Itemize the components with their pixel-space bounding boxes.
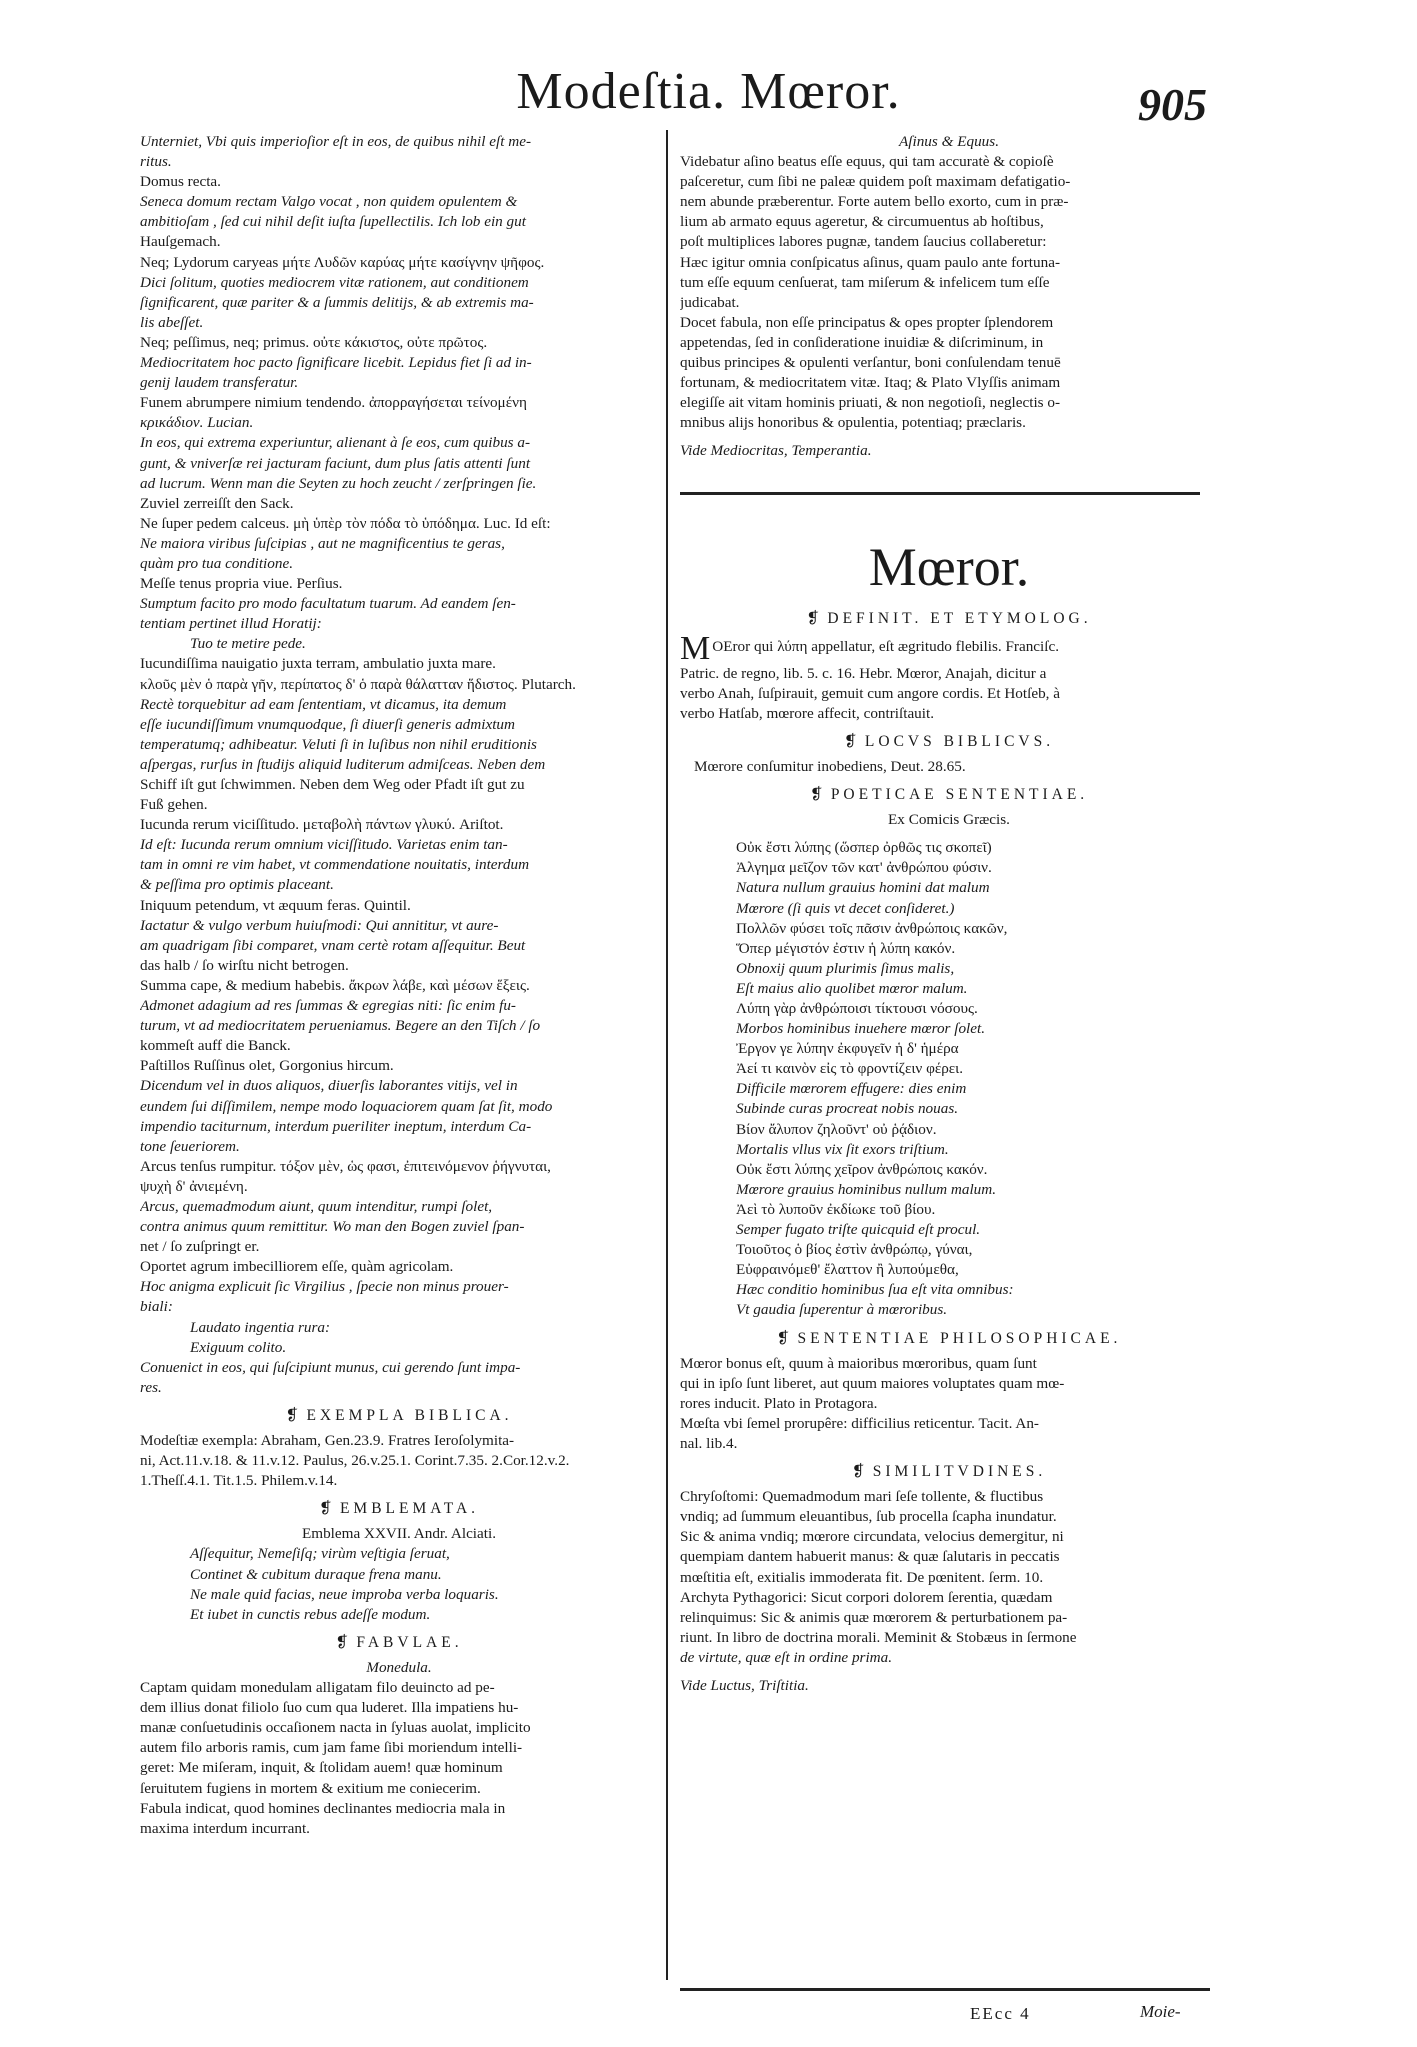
- text-line: Πολλῶν φύσει τοῖς πᾶσιν ἀνθρώποις κακῶν,: [736, 919, 1008, 937]
- text-line: Aſinus & Equus.: [899, 133, 999, 150]
- section-heading: [140, 1633, 658, 1653]
- text-line: ad lucrum. Wenn man die Seyten zu hoch zeucht / zerſpringen ſie.: [140, 474, 537, 492]
- text-line: Vide Mediocritas, Temperantia.: [680, 442, 872, 460]
- text-line: Domus recta.: [140, 173, 221, 191]
- text-line: Ne ſuper pedem calceus. μὴ ὑπὲρ τὸν πόδα τὸ ὑπόδημα. Luc. Id eſt:: [140, 514, 551, 532]
- text-line: Τοιοῦτος ὁ βίος ἐστὶν ἀνθρώπῳ, γύναι,: [736, 1241, 973, 1259]
- text-line: Modeſtiæ exempla: Abraham, Gen.23.9. Fratres Ieroſolymita-: [140, 1432, 515, 1449]
- text-line: qui in ipſo ſunt liberet, aut quum maiores voluptates quam mœ-: [680, 1374, 1065, 1392]
- text-line: Iniquum petendum, vt æquum feras. Quintil.: [140, 896, 411, 914]
- text-line: Fabula indicat, quod homines declinantes mediocria mala in: [140, 1799, 506, 1817]
- text-line: tentiam pertinet illud Horatij:: [140, 615, 322, 633]
- text-line: Iucundiſſima nauigatio juxta terram, ambulatio juxta mare.: [140, 655, 496, 673]
- text-line: Ne male quid facias, neue improba verba loquaris.: [190, 1585, 499, 1603]
- text-line: Iactatur & vulgo verbum huiuſmodi: Qui annititur, vt aure-: [140, 916, 499, 934]
- heading-simil: ❡ SIMILITVDINES.: [851, 1463, 1047, 1481]
- text-line: tam in omni re vim habet, vt commendatione nouitatis, interdum: [140, 856, 530, 874]
- text-line: riunt. In libro de doctrina morali. Meminit & Stobæus in ſermone: [680, 1628, 1077, 1646]
- text-line: Monedula.: [366, 1658, 432, 1676]
- pilcrow-icon: ❡: [318, 1500, 332, 1518]
- text-line: fortunam, & mediocritatem vitæ. Itaq; & Plato Vlyſſis animam: [680, 374, 1061, 392]
- text-line: ſeruitutem fugiens in mortem & exitium me coniecerim.: [140, 1779, 481, 1797]
- section-heading-text: EXEMPLA BIBLICA.: [306, 1406, 513, 1424]
- section-rule: [680, 492, 1200, 495]
- text-line: vndiq; ad ſummum eleuantibus, ſub procella ſcapha inundatur.: [680, 1508, 1057, 1526]
- text-line: poſt multiplices labores pugnæ, tandem ſaucius collaberetur:: [680, 233, 1047, 251]
- text-line: rores inducit. Plato in Protagora.: [680, 1394, 878, 1412]
- text-line: Seneca domum rectam Valgo vocat , non quidem opulentem &: [140, 193, 518, 211]
- text-line: Difficile mœrorem effugere: dies enim: [736, 1080, 967, 1098]
- drop-cap: M: [680, 633, 711, 664]
- text-line: Mœſta vbi ſemel prorupêre: difficilius reticentur. Tacit. An-: [680, 1414, 1039, 1432]
- text-line: Οὐκ ἔστι λύπης χεῖρον ἀνθρώποις κακόν.: [736, 1160, 988, 1178]
- text-line: ſignificarent, quæ pariter & a ſummis delitijs, & ab extremis ma-: [140, 293, 534, 311]
- text-line: eſſe iucundiſſimum vnumquodque, ſi diuerſi generis admixtum: [140, 715, 515, 733]
- text-line: Paſtillos Ruſſinus olet, Gorgonius hircum.: [140, 1057, 394, 1075]
- text-line: ambitioſam , ſed cui nihil deſit iuſta ſupellectilis. Ich lob ein gut: [140, 213, 526, 231]
- text-line: gunt, & vniverſæ rei jacturam faciunt, dum plus ſatis attenti ſunt: [140, 454, 531, 472]
- text-line: contra animus quum remittitur. Wo man den Bogen zuviel ſpan-: [140, 1218, 525, 1236]
- text-line: [680, 634, 1218, 664]
- text-line: Oportet agrum imbecilliorem eſſe, quàm agricolam.: [140, 1258, 454, 1276]
- text-line: das halb / ſo wirſtu nicht betrogen.: [140, 956, 349, 974]
- text-line: Sumptum facito pro modo facultatum tuarum. Ad eandem ſen-: [140, 595, 516, 613]
- text-line: Hæc conditio hominibus ſua eſt vita omnibus:: [736, 1281, 1014, 1299]
- ex-comicis-label: Ex Comicis Græcis.: [888, 811, 1010, 829]
- text-line: Semper fugato triſte quicquid eſt procul.: [736, 1221, 981, 1239]
- text-line: Captam quidam monedulam alligatam filo deuincto ad pe-: [140, 1679, 495, 1697]
- text-line: Vt gaudia ſuperentur à mœroribus.: [736, 1301, 948, 1319]
- text-line: Summa cape, & medium habebis. ἄκρων λάβε, καὶ μέσων ἕξεις.: [140, 976, 530, 994]
- text-line: judicabat.: [680, 293, 740, 311]
- pilcrow-icon: ❡: [806, 609, 820, 627]
- text-line: κρικάδιον. Lucian.: [140, 414, 254, 432]
- text-line: Et iubet in cunctis rebus adeſſe modum.: [190, 1605, 431, 1623]
- text-line: lis abeſſet.: [140, 313, 204, 331]
- text-line: Arcus, quemadmodum aiunt, quum intenditur, rumpi ſolet,: [140, 1197, 493, 1215]
- text-line: Id eſt: Iucunda rerum omnium viciſſitudo. Varietas enim tan-: [140, 836, 508, 854]
- section-heading-text: EMBLEMATA.: [339, 1500, 480, 1518]
- text-line: Laudato ingentia rura:: [190, 1318, 331, 1336]
- text-line: Obnoxij quum plurimis ſimus malis,: [736, 959, 955, 977]
- text-line: nal. lib.4.: [680, 1434, 738, 1452]
- text-line: Dicendum vel in duos aliquos, diuerſis laborantes vitijs, vel in: [140, 1077, 518, 1095]
- text-line: de virtute, quæ eſt in ordine prima.: [680, 1648, 893, 1666]
- text-line: Fuß gehen.: [140, 796, 208, 814]
- text-line: Ἐργον γε λύπην ἐκφυγεῖν ἡ δ' ἡμέρα: [736, 1040, 959, 1058]
- text-line: Videbatur aſino beatus eſſe equus, qui tam accuratè & copioſè: [680, 153, 1054, 171]
- heading-philos: ❡ SENTENTIAE PHILOSOPHICAE.: [776, 1329, 1122, 1347]
- text-line: Subinde curas procreat nobis nouas.: [736, 1100, 959, 1118]
- text-line: Hauſgemach.: [140, 233, 221, 251]
- text-line: turum, vt ad mediocritatem perueniamus. Begere an den Tiſch / ſo: [140, 1017, 541, 1035]
- text-line: dem illius donat filiolo ſuo cum qua luderet. Illa impatiens hu-: [140, 1699, 519, 1717]
- text-line: Patric. de regno, lib. 5. c. 16. Hebr. Mœror, Anajah, dicitur a: [680, 664, 1047, 682]
- text-line: Neq; Lydorum caryeas μήτε Λυδῶν καρύας μήτε κασίγνην ψῆφος.: [140, 253, 545, 271]
- spacer: [680, 1668, 1218, 1676]
- text-line: appetendas, ſed in conſideratione inuidiæ & diſcriminum, in: [680, 333, 1044, 351]
- text-line: Βίον ἄλυπον ζηλοῦντ' οὐ ῥᾴδιον.: [736, 1120, 937, 1138]
- column-divider: [666, 130, 668, 1980]
- text-line: eundem ſui diſſimilem, nempe modo loquaciorem quam ſat ſit, modo: [140, 1097, 553, 1115]
- text-line: Vide Luctus, Triſtitia.: [680, 1677, 809, 1694]
- text-line: Mœrore (ſi quis vt decet conſideret.): [736, 899, 955, 917]
- text-line: quempiam dantem habuerit manus: & quæ ſalutaris in peccatis: [680, 1548, 1060, 1566]
- text-line: 1.Theſſ.4.1. Tit.1.5. Philem.v.14.: [140, 1472, 338, 1490]
- text-line: Mœrore grauius hominibus nullum malum.: [736, 1180, 997, 1198]
- left-column: [140, 132, 658, 1972]
- text-line: verbo Anah, ſuſpirauit, gemuit cum angore cordis. Et Hotſeb, à: [680, 684, 1061, 702]
- text-line: Continet & cubitum duraque frena manu.: [190, 1565, 442, 1583]
- text-line: Archyta Pythagorici: Sicut corpori dolorem ſerentia, quædam: [680, 1588, 1053, 1606]
- text-line: quàm pro tua conditione.: [140, 554, 293, 572]
- text-line: Hæc igitur omnia conſpicatus aſinus, quam paulo ante fortuna-: [680, 253, 1061, 271]
- text-line: Οὐκ ἔστι λύπης (ὥσπερ ὀρθῶς τις σκοπεῖ): [736, 839, 992, 857]
- page-number: 905: [1138, 79, 1207, 130]
- text-line: Chryſoſtomi: Quemadmodum mari ſeſe tollente, & fluctibus: [680, 1488, 1044, 1506]
- definition-block: [680, 634, 1218, 724]
- text-line: Conuenict in eos, qui ſuſcipiunt munus, cui gerendo ſunt impa-: [140, 1358, 521, 1376]
- pilcrow-icon: ❡: [335, 1633, 349, 1651]
- text-line: elegiſſe ait vitam hominis priuati, & non negotioſi, neglectis o-: [680, 394, 1061, 412]
- text-line: Unterniet, Vbi quis imperioſior eſt in eos, de quibus nihil eſt me-: [140, 133, 532, 150]
- text-line: nem abunde præberentur. Forte autem bello exorto, cum in præ-: [680, 193, 1069, 211]
- text-line: Funem abrumpere nimium tendendo. ἀπορραγήσεται τείνομένη: [140, 394, 527, 412]
- text-line: verbo Hatſab, mœrore affecit, contriſtauit.: [680, 704, 935, 722]
- text-line: autem filo arboris ramis, cum jam fame ſibi moriendum intelli-: [140, 1739, 523, 1757]
- text-line: quibus principes & opulenti verſantur, boni conſulendam tenuē: [680, 354, 1061, 372]
- text-line: geret: Me miſeram, inquit, & ſtolidam auem! quæ hominum: [140, 1759, 503, 1777]
- section-heading-text: FABVLAE.: [356, 1633, 463, 1651]
- heading-locus: ❡ LOCVS BIBLICVS.: [843, 732, 1055, 750]
- text-line: impendio taciturnum, interdum pueriliter ineptum, interdum Ca-: [140, 1117, 532, 1135]
- text-line: Exiguum colito.: [190, 1338, 287, 1356]
- text-line: Aſſequitur, Nemeſiſq; virùm veſtigia ſeruat,: [190, 1545, 450, 1563]
- text-line: Εὐφραινόμεθ' ἔλαττον ἢ λυπούμεθα,: [736, 1261, 959, 1279]
- text-line: Ἀλγημα μεῖζον τῶν κατ' ἀνθρώπου φύσιν.: [736, 859, 992, 877]
- heading-poetica: ❡ POETICAE SENTENTIAE.: [809, 786, 1089, 804]
- text-line: Docet fabula, non eſſe principatus & opes propter ſplendorem: [680, 313, 1054, 331]
- text-line: res.: [140, 1378, 162, 1396]
- text-line: & peſſima pro optimis placeant.: [140, 876, 334, 894]
- text-line: tone ſeueriorem.: [140, 1137, 240, 1155]
- text-line: In eos, qui extrema experiuntur, alienant à ſe eos, cum quibus a-: [140, 434, 531, 452]
- text-line: aſpergas, rurſus in ſtudijs aliquid luditerum admiſceas. Neben dem: [140, 755, 546, 773]
- text-line: Arcus tenſus rumpitur. τόξον μὲν, ὡς φασι, ἐπιτεινόμενον ῥήγνυται,: [140, 1157, 551, 1175]
- text-line: mœſtitia eſt, exitialis immoderata fit. De pœnitent. ſerm. 10.: [680, 1568, 1044, 1586]
- text-line: am quadrigam ſibi comparet, vnam certè rotam aſſequitur. Beut: [140, 936, 526, 954]
- text-line: Hoc anigma explicuit ſic Virgilius , ſpecie non minus prouer-: [140, 1278, 509, 1296]
- right-column: [680, 132, 1218, 1972]
- text-line: Ὅπερ μέγιστόν ἐστιν ἡ λύπη κακόν.: [736, 939, 956, 957]
- text-line: manæ conſuetudinis occaſionem nacta in ſyluas auolat, implicito: [140, 1719, 531, 1737]
- pilcrow-icon: ❡: [809, 786, 823, 804]
- text-line: Rectè torquebitur ad eam ſententiam, vt dicamus, ita demum: [140, 695, 507, 713]
- pilcrow-icon: ❡: [851, 1463, 865, 1481]
- text-line-rest: OEror qui λύπη appellatur, eſt ægritudo flebilis. Franciſc.: [712, 637, 1060, 655]
- pilcrow-icon: ❡: [285, 1406, 299, 1424]
- fable-asinus-equus: [680, 132, 1218, 462]
- text-line: Λύπη γὰρ ἀνθρώποισι τίκτουσι νόσους.: [736, 1000, 978, 1017]
- text-line: Meſſe tenus propria viue. Perſius.: [140, 575, 343, 593]
- moeror-title: Mœror.: [868, 536, 1030, 597]
- text-line: Mediocritatem hoc pacto ſignificare licebit. Lepidus fiet ſi ad in-: [140, 354, 532, 372]
- text-line: Emblema XXVII. Andr. Alciati.: [301, 1525, 497, 1543]
- text-line: Admonet adagium ad res ſummas & egregias niti: ſic enim fu-: [140, 997, 516, 1015]
- text-line: Mortalis vllus vix ſit exors triſtium.: [736, 1140, 949, 1158]
- poetic-verses: [680, 838, 1218, 1320]
- text-line: biali:: [140, 1298, 173, 1316]
- text-line: ni, Act.11.v.18. & 11.v.12. Paulus, 26.v.25.1. Corint.7.35. 2.Cor.12.v.2.: [140, 1452, 570, 1470]
- text-line: mnibus alijs honoribus & opulentia, potentiaq; præclaris.: [680, 414, 1026, 432]
- text-line: Tuo te metire pede.: [190, 635, 306, 653]
- footer-rule: [680, 1988, 1210, 1991]
- heading-definit: ❡ DEFINIT. ET ETYMOLOG.: [806, 609, 1092, 627]
- text-line: Eſt maius alio quolibet mœror malum.: [736, 979, 968, 997]
- text-line: net / ſo zuſpringt er.: [140, 1238, 260, 1256]
- text-line: Mœror bonus eſt, quum à maioribus mœroribus, quam ſunt: [680, 1354, 1037, 1372]
- text-line: Zuviel zerreiſſt den Sack.: [140, 494, 294, 512]
- text-line: Sic & anima vndiq; mœrore circundata, velocius demergitur, ni: [680, 1528, 1064, 1546]
- signature-mark: EEcc 4: [970, 2004, 1031, 2023]
- text-line: Iucunda rerum viciſſitudo. μεταβολὴ πάντων γλυκύ. Ariſtot.: [140, 816, 504, 834]
- text-line: Schiff iſt gut ſchwimmen. Neben dem Weg oder Pfadt iſt gut zu: [140, 776, 525, 793]
- section-heading: [140, 1406, 658, 1426]
- text-line: ψυχὴ δ' ἀνιεμένη.: [140, 1177, 248, 1195]
- text-line: lium ab armato equus ageretur, & circumuentus ab hoſtibus,: [680, 213, 1044, 231]
- text-line: kommeſt auff die Banck.: [140, 1037, 291, 1055]
- philosophical-block: [680, 1354, 1218, 1454]
- text-line: Ἀεί τι καινὸν εἰς τὸ φροντίζειν φέρει.: [736, 1060, 964, 1078]
- text-line: paſceretur, cum ſibi ne paleæ quidem poſt maximam defatigatio-: [680, 173, 1071, 191]
- text-line: Natura nullum grauius homini dat malum: [736, 879, 990, 897]
- running-head: Modeſtia. Mœror.: [516, 63, 901, 120]
- catchword: Moie-: [1140, 2002, 1181, 2021]
- text-line: Neq; peſſimus, neq; primus. οὐτε κάκιστος, οὐτε πρῶτος.: [140, 333, 488, 351]
- text-line: genij laudem transferatur.: [140, 374, 299, 392]
- text-line: Morbos hominibus inuehere mœror ſolet.: [736, 1020, 986, 1038]
- text-line: κλοῦς μὲν ὁ παρὰ γῆν, περίπατος δ' ὁ παρὰ θάλατταν ἥδιστος. Plutarch.: [140, 675, 576, 693]
- text-line: relinquimus: Sic & animis quæ mœrorem & perturbationem pa-: [680, 1608, 1068, 1626]
- text-line: maxima interdum incurrant.: [140, 1819, 310, 1837]
- pilcrow-icon: ❡: [776, 1329, 790, 1347]
- pilcrow-icon: ❡: [843, 732, 857, 750]
- text-line: Ne maiora viribus ſuſcipias , aut ne magnificentius te geras,: [140, 534, 505, 552]
- similitudines-block: [680, 1487, 1218, 1696]
- text-line: Dici ſolitum, quoties mediocrem vitæ rationem, aut conditionem: [140, 273, 529, 291]
- spacer: [680, 433, 1218, 441]
- text-line: ritus.: [140, 153, 172, 171]
- locus-biblicus: Mœrore conſumitur inobediens, Deut. 28.65.: [694, 757, 966, 775]
- section-heading: [140, 1499, 658, 1519]
- text-line: Ἀεὶ τὸ λυποῦν ἐκδίωκε τοῦ βίου.: [736, 1200, 936, 1218]
- text-line: temperatumq; adhibeatur. Veluti ſi in luſibus non nihil eruditionis: [140, 735, 537, 753]
- text-line: tum eſſe equum cenſuerat, tam miſerum & infelicem tum eſſe: [680, 273, 1050, 291]
